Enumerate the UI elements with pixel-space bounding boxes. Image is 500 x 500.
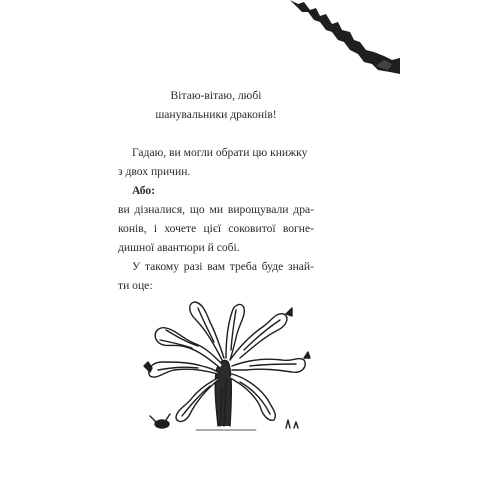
paragraph-3-line-2: конів, і хочете цієї соковитої вогне- — [118, 222, 314, 235]
paragraph-1-line-2: з двох причин. — [118, 165, 191, 178]
paragraph-dragons — [118, 200, 314, 257]
greeting-line-2: шанувальники драконів! — [155, 108, 277, 121]
paragraph-3-line-3: дишної авантюри й собі. — [118, 241, 240, 254]
dragon-plant-illustration — [136, 296, 312, 436]
paragraph-4-line-2: ти оце: — [118, 279, 153, 292]
paragraph-reasons — [118, 143, 314, 162]
paragraph-find-cont — [118, 276, 314, 295]
paragraph-reasons-cont — [118, 162, 314, 181]
paragraph-or-heading: Або: — [132, 184, 156, 197]
paragraph-find — [118, 257, 314, 276]
greeting — [118, 86, 314, 124]
intro-text — [118, 86, 314, 295]
paragraph-1-line-1: Гадаю, ви могли обрати цю книжку — [132, 146, 308, 159]
greeting-line-1: Вітаю-вітаю, любі — [170, 89, 262, 102]
paragraph-3-line-1: ви дізналися, що ми вирощували дра- — [118, 203, 314, 216]
paragraph-4-line-1: У такому разі вам треба буде знай- — [132, 260, 314, 273]
torn-edge-illustration — [280, 0, 400, 80]
